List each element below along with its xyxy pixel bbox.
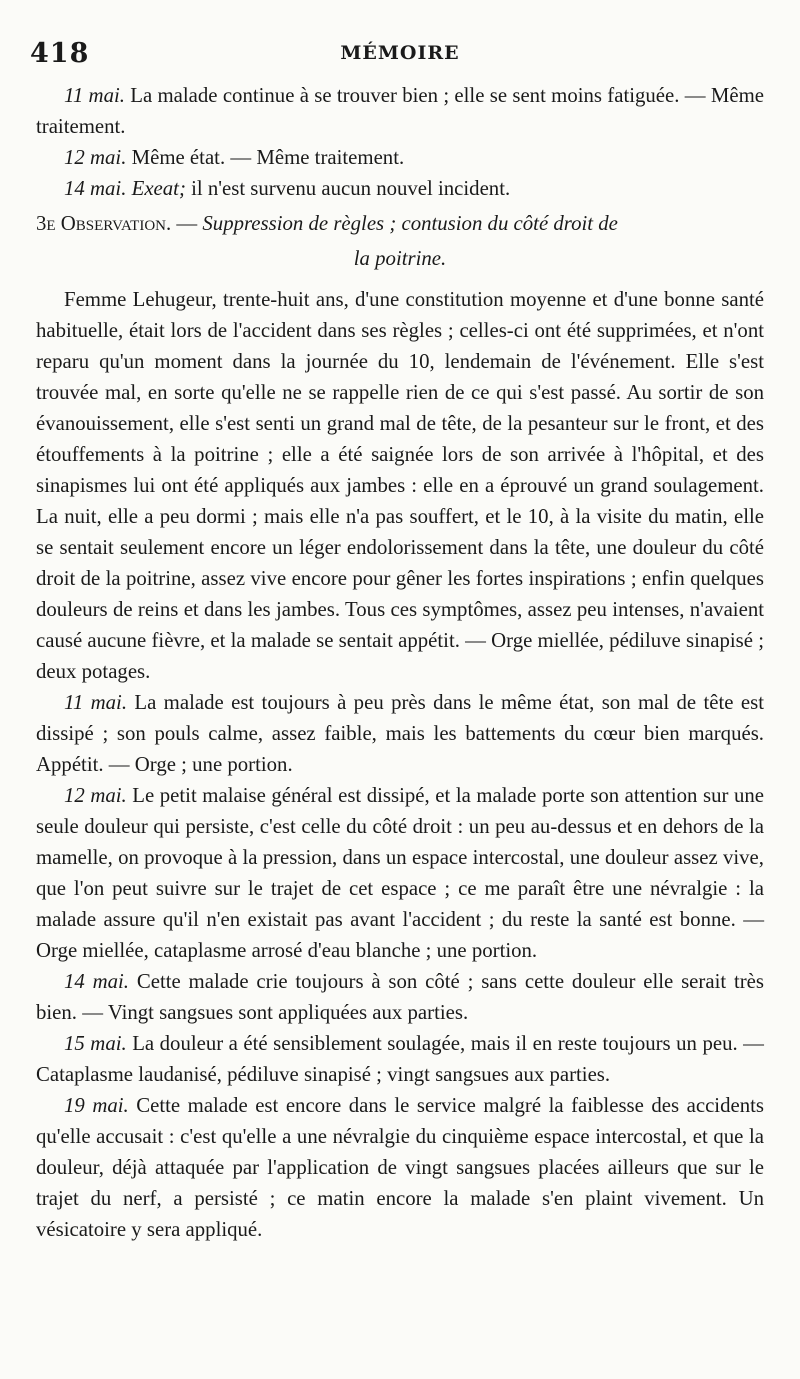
entry-date: 19 mai. [64,1094,129,1117]
page-number: 418 [30,38,90,69]
entry-italic: Exeat; [131,177,186,200]
paragraph [36,966,764,1028]
paragraph [36,173,764,204]
paragraph [36,687,764,780]
paragraph [36,80,764,142]
entry-text: Cette malade crie toujours à son côté ; sans cette douleur elle serait très bien. — Vingt sangsues sont appliquées aux parties. [36,970,764,1024]
entry-text: La douleur a été sensiblement soulagée, mais il en reste toujours un peu. — Cataplasme laudanisé, pédiluve sinapisé ; vingt sangsues aux parties. [36,1032,764,1086]
observation-heading [36,208,764,239]
paragraph [36,1090,764,1245]
entry-date: 15 mai. [64,1032,127,1055]
entry-text: La malade est toujours à peu près dans le même état, son mal de tête est dissipé ; son pouls calme, assez faible, mais les battements du cœur bien marqués. Appétit. — Orge ; une portion. [36,691,764,776]
entry-text: Le petit malaise général est dissipé, et la malade porte son attention sur une seule douleur qui persiste, c'est celle du côté droit : un peu au-dessus et en dehors de la mamelle, on provoque à la pression, dans un espace intercostal, une douleur assez vive, que l'on peut suivre sur le trajet de cet espace ; ce me paraît être une névralgie : la malade assure qu'il n'en existait pas avant l'accident ; du reste la santé est bonne. — Orge miellée, cataplasme arrosé d'eau blanche ; une portion. [36,784,764,962]
observation-title-line1: Suppression de règles ; contusion du côté droit de [202,212,618,235]
paragraph [36,780,764,966]
entry-date: 14 mai. [64,177,127,200]
page-header [30,38,770,68]
running-title: MÉMOIRE [340,42,460,64]
entry-text: Cette malade est encore dans le service malgré la faiblesse des accidents qu'elle accusait : c'est qu'elle a une névralgie du cinquième espace intercostal, et que la douleur, déjà attaquée par l'application de vingt sangsues placées ailleurs que sur le trajet du nerf, a persisté ; ce matin encore la malade s'en plaint vivement. Un vésicatoire y sera appliqué. [36,1094,764,1241]
entry-text: La malade continue à se trouver bien ; elle se sent moins fatiguée. — Même traitement. [36,84,764,138]
entry-date: 14 mai. [64,970,130,993]
entry-date: 12 mai. [64,784,127,807]
case-opening: Femme Lehugeur, trente-huit ans, d'une constitution moyenne et d'une bonne santé habituelle, était lors de l'accident dans ses règles ; celles-ci ont été supprimées, et n'ont reparu qu'un moment dans la journée du 10, lendemain de l'événement. Elle s'est trouvée mal, en sorte qu'elle ne se rappelle rien de ce qui s'est passé. Au sortir de son évanouissement, elle s'est senti un grand mal de tête, de la pesanteur sur le front, et des étouffements à la poitrine ; elle a été saignée lors de son arrivée à l'hôpital, et des sinapismes lui ont été appliqués aux jambes : elle en a éprouvé un grand soulagement. La nuit, elle a peu dormi ; mais elle n'a pas souffert, et le 10, à la visite du matin, elle se sentait seulement encore un léger endolorissement dans la tête, une douleur du côté droit de la poitrine, assez vive encore pour gêner les fortes inspirations ; enfin quelques douleurs de reins et dans les jambes. Tous ces symptômes, assez peu intenses, n'avaient causé aucune fièvre, et la malade se sentait appétit. — Orge miellée, pédiluve sinapisé ; deux potages. [36,288,764,683]
body-text [36,80,764,1245]
entry-text: Même état. — Même traitement. [126,146,405,169]
paragraph [36,142,764,173]
paragraph [36,1028,764,1090]
entry-date: 11 mai. [64,84,125,107]
observation-label: 3e Observation. [36,212,172,235]
entry-date: 11 mai. [64,691,128,714]
observation-dash: — [171,212,203,235]
observation-title-line2: la poitrine. [353,247,447,270]
entry-date: 12 mai. [64,146,127,169]
entry-text: il n'est survenu aucun nouvel incident. [185,177,511,200]
